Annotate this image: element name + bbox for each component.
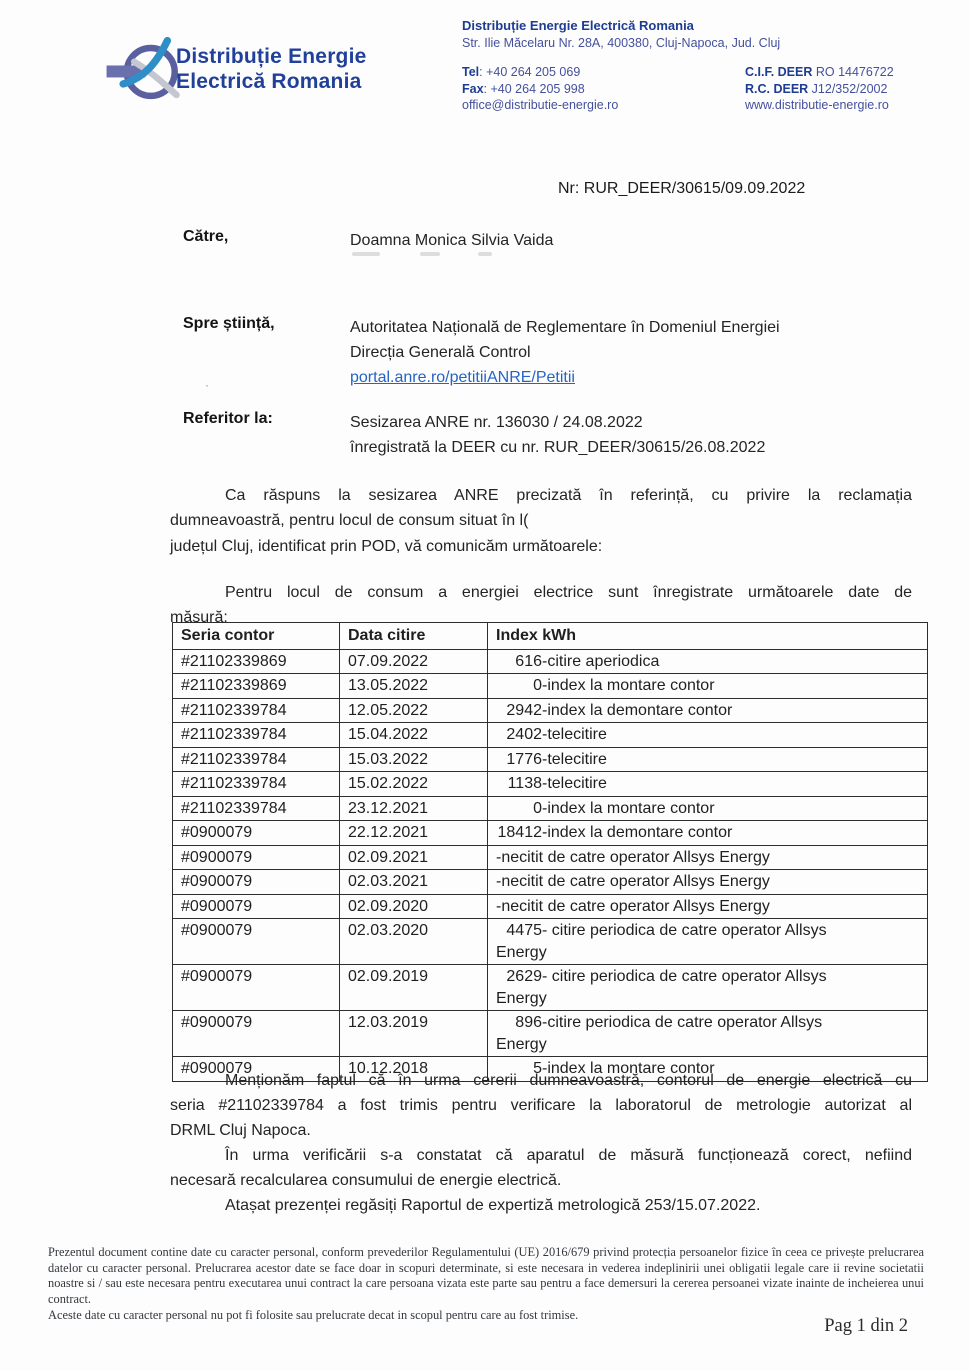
fax-row xyxy=(462,81,745,98)
cell-data-citire: 23.12.2021 xyxy=(340,796,488,821)
cell-index-kwh: 0-index la montare contor xyxy=(488,674,928,699)
regarding-line2: înregistrată la DEER cu nr. RUR_DEER/30615/26.08.2022 xyxy=(350,439,766,456)
closing-p1-line3: DRML Cluj Napoca. xyxy=(170,1122,311,1139)
rc-label: R.C. DEER xyxy=(745,81,809,96)
intro-line2: dumneavoastră, pentru locul de consum situat în l( xyxy=(170,512,529,529)
letterhead-address: Str. Ilie Măcelaru Nr. 28A, 400380, Cluj-Napoca, Jud. Cluj xyxy=(462,36,781,50)
tel-row xyxy=(462,64,745,81)
table-header-row xyxy=(173,623,928,650)
table-row xyxy=(173,919,928,965)
cell-index-kwh: -necitit de catre operator Allsys Energy xyxy=(488,894,928,919)
anre-portal-link[interactable]: portal.anre.ro/petitiiANRE/Petitii xyxy=(350,369,575,386)
footer-note: Aceste date cu caracter personal nu pot fi folosite sau prelucrate decat in scopul pentru care au fost trimise. xyxy=(48,1308,579,1322)
index-value-number: 0 xyxy=(533,677,542,694)
table-intro-line2: măsură: xyxy=(170,609,228,626)
cell-data-citire: 12.03.2019 xyxy=(340,1011,488,1057)
closing-p3: Atașat prezenței regăsiți Raportul de expertiză metrologică 253/15.07.2022. xyxy=(225,1197,761,1214)
cell-data-citire: 15.04.2022 xyxy=(340,723,488,748)
regarding-line1: Sesizarea ANRE nr. 136030 / 24.08.2022 xyxy=(350,414,643,431)
cell-index-kwh: 4475- citire periodica de catre operator Allsys Energy xyxy=(488,919,928,965)
cell-index-kwh: 18412-index la demontare contor xyxy=(488,821,928,846)
cell-data-citire: 07.09.2022 xyxy=(340,649,488,674)
column-header-index-kwh: Index kWh xyxy=(488,623,928,650)
table-intro-line1: Pentru locul de consum a energiei electrice sunt înregistrate următoarele date de xyxy=(225,584,912,601)
index-value-number: 0 xyxy=(533,799,542,817)
logo-wordmark-line2: Electrică Romania xyxy=(176,70,362,93)
closing-p1-line2: seria #21102339784 a fost trimis pentru verificare la laboratorul de metrologie autorizat al xyxy=(170,1097,912,1114)
index-value-number: 1776 xyxy=(506,750,542,768)
cell-index-kwh: -necitit de catre operator Allsys Energy xyxy=(488,845,928,870)
cell-data-citire: 13.05.2022 xyxy=(340,674,488,699)
website-text: www.distributie-energie.ro xyxy=(745,98,889,112)
cc-label: Spre știință, xyxy=(183,315,275,332)
scan-artifact-dot: · xyxy=(205,378,209,392)
recipient-label: Către, xyxy=(183,228,229,245)
table-row xyxy=(173,870,928,895)
table-row xyxy=(173,894,928,919)
index-value-number: 5 xyxy=(533,1060,542,1077)
index-value-number: 896 xyxy=(515,1014,542,1031)
cell-data-citire: 02.09.2021 xyxy=(340,845,488,870)
cc-dept: Direcția Generală Control xyxy=(350,344,531,361)
cell-data-citire: 02.03.2021 xyxy=(340,870,488,895)
cell-data-citire: 10.12.2018 xyxy=(340,1057,488,1082)
cell-index-kwh: 5-index la montare contor xyxy=(488,1057,928,1082)
intro-line1: Ca răspuns la sesizarea ANRE precizată în referință, cu privire la reclamația xyxy=(225,487,912,504)
cell-index-kwh: 1138-telecitire xyxy=(488,772,928,797)
cell-data-citire: 02.03.2020 xyxy=(340,919,488,965)
logo-wordmark xyxy=(176,44,367,94)
redacted-address xyxy=(352,252,380,256)
cell-index-kwh: 2402-telecitire xyxy=(488,723,928,748)
cell-index-kwh: -necitit de catre operator Allsys Energy xyxy=(488,870,928,895)
cif-label: C.I.F. DEER xyxy=(745,65,813,79)
index-value-number: 2629 xyxy=(506,968,542,985)
rc-value: J12/352/2002 xyxy=(808,81,888,96)
table-row xyxy=(173,723,928,748)
cell-index-kwh: 616-citire aperiodica xyxy=(488,649,928,674)
cell-seria-contor: #21102339784 xyxy=(173,723,340,748)
tel-value: : +40 264 205 069 xyxy=(479,65,581,79)
table-row xyxy=(173,649,928,674)
table-row xyxy=(173,796,928,821)
cell-seria-contor: #0900079 xyxy=(173,1011,340,1057)
cell-seria-contor: #21102339784 xyxy=(173,698,340,723)
cell-seria-contor: #0900079 xyxy=(173,821,340,846)
index-value-number: 4475 xyxy=(506,922,542,939)
footer-disclaimer: Prezentul document contine date cu caracter personal, conform prevederilor Regulamentului (UE) 2016/679 privind protecția persoanelor fizice în ceea ce privește prelucrarea datelor cu caracter personal. Prelucrarea acestor date se face doar in scopuri determinate, si este necesara in vederea indeplinirii unei obligatii legale care ii revine societatii noastre si / sau este necesara pentru executarea unui contract la care persoana vizata este parte sau pentru a face demersuri la cererea persoanei vizate inainte de incheierea unui contract. xyxy=(48,1245,924,1306)
table-row xyxy=(173,747,928,772)
cell-index-kwh: 896-citire periodica de catre operator Allsys Energy xyxy=(488,1011,928,1057)
meter-table-body xyxy=(173,649,928,1081)
page-number: Pag 1 din 2 xyxy=(824,1316,908,1336)
index-value-number: 2402 xyxy=(506,726,542,743)
meter-readings-table xyxy=(172,622,928,1082)
cell-data-citire: 02.09.2020 xyxy=(340,894,488,919)
fax-label: Fax xyxy=(462,81,484,96)
cell-seria-contor: #21102339869 xyxy=(173,674,340,699)
tel-label: Tel xyxy=(462,65,480,79)
email-text: office@distributie-energie.ro xyxy=(462,98,619,112)
closing-p2-line1: În urma verificării s-a constatat că aparatul de măsură funcționează corect, nefiind xyxy=(225,1147,912,1164)
cell-seria-contor: #21102339784 xyxy=(173,796,340,821)
cell-data-citire: 15.03.2022 xyxy=(340,747,488,772)
index-value-number: 2942 xyxy=(506,701,542,719)
index-value-number: 18412 xyxy=(497,824,542,841)
cif-row xyxy=(745,64,930,81)
reference-number: Nr: RUR_DEER/30615/09.09.2022 xyxy=(558,180,806,197)
fax-value: : +40 264 205 998 xyxy=(483,81,585,96)
cell-seria-contor: #0900079 xyxy=(173,965,340,1011)
regarding-label: Referitor la: xyxy=(183,410,273,427)
table-row xyxy=(173,698,928,723)
rc-row xyxy=(745,81,930,98)
letterhead-company-name: Distribuție Energie Electrică Romania xyxy=(462,18,694,33)
table-row xyxy=(173,821,928,846)
cell-seria-contor: #0900079 xyxy=(173,1057,340,1082)
table-row xyxy=(173,674,928,699)
table-row xyxy=(173,965,928,1011)
cell-seria-contor: #21102339869 xyxy=(173,649,340,674)
cc-org: Autoritatea Națională de Reglementare în Domeniul Energiei xyxy=(350,319,780,336)
cell-data-citire: 12.05.2022 xyxy=(340,698,488,723)
index-value-number: 616 xyxy=(515,652,542,670)
cell-seria-contor: #21102339784 xyxy=(173,772,340,797)
column-header-seria-contor: Seria contor xyxy=(173,623,340,650)
cif-value: RO 14476722 xyxy=(812,65,894,79)
redacted-address xyxy=(478,252,492,256)
table-row xyxy=(173,1011,928,1057)
cell-seria-contor: #0900079 xyxy=(173,870,340,895)
cell-index-kwh: 2942-index la demontare contor xyxy=(488,698,928,723)
cc-link-row xyxy=(350,365,575,390)
index-value-number: 1138 xyxy=(507,775,542,792)
cell-index-kwh: 2629- citire periodica de catre operator Allsys Energy xyxy=(488,965,928,1011)
intro-line3: județul Cluj, identificat prin POD, vă comunicăm următoarele: xyxy=(170,538,603,555)
cell-seria-contor: #0900079 xyxy=(173,919,340,965)
cell-data-citire: 02.09.2019 xyxy=(340,965,488,1011)
recipient-name: Doamna Monica Silvia Vaida xyxy=(350,232,554,249)
cell-index-kwh: 0-index la montare contor xyxy=(488,796,928,821)
letterhead-info xyxy=(462,18,932,114)
cell-data-citire: 22.12.2021 xyxy=(340,821,488,846)
cell-index-kwh: 1776-telecitire xyxy=(488,747,928,772)
closing-p1-line1: Menționăm faptul că în urma cererii dumneavoastră, contorul de energie electrică cu xyxy=(225,1072,912,1089)
table-row xyxy=(173,845,928,870)
table-row xyxy=(173,772,928,797)
redacted-address xyxy=(420,252,440,256)
column-header-data-citire: Data citire xyxy=(340,623,488,650)
cell-seria-contor: #0900079 xyxy=(173,894,340,919)
logo-wordmark-line1: Distribuție Energie xyxy=(176,45,367,68)
cell-seria-contor: #21102339784 xyxy=(173,747,340,772)
closing-p2-line2: necesară recalcularea consumului de energie electrică. xyxy=(170,1172,562,1189)
cell-data-citire: 15.02.2022 xyxy=(340,772,488,797)
cell-seria-contor: #0900079 xyxy=(173,845,340,870)
